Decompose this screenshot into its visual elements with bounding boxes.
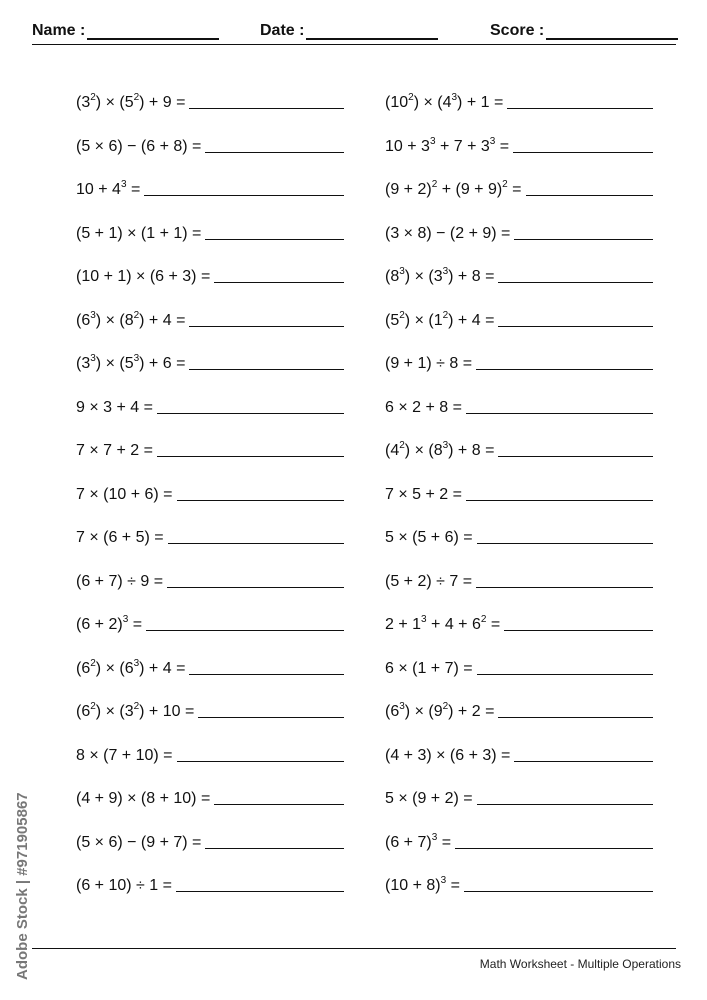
problem-expression: $(6 + 7)^3$ = — [385, 831, 452, 851]
score-label: Score : — [490, 22, 545, 39]
problem-row — [76, 345, 344, 373]
answer-line[interactable] — [498, 716, 653, 718]
problem-row — [385, 519, 653, 547]
answer-line[interactable] — [476, 368, 653, 370]
problem-expression: $(9 + 2)^2 + (9 + 9)^2$ = — [385, 179, 522, 198]
problem-row — [385, 650, 653, 678]
problem-expression: (5 × 6) − (6 + 8) = — [76, 137, 202, 155]
answer-line[interactable] — [513, 151, 653, 153]
answer-line[interactable] — [504, 629, 653, 631]
problem-row — [76, 258, 344, 286]
answer-line[interactable] — [205, 238, 344, 240]
problem-row — [385, 389, 653, 417]
name-field — [32, 22, 219, 40]
score-field — [490, 22, 678, 40]
answer-line[interactable] — [498, 455, 653, 457]
problem-row — [385, 302, 653, 330]
problem-row — [76, 171, 344, 199]
answer-line[interactable] — [498, 325, 653, 327]
answer-line[interactable] — [198, 716, 344, 718]
answer-line[interactable] — [507, 107, 653, 109]
answer-line[interactable] — [477, 673, 653, 675]
answer-line[interactable] — [514, 760, 653, 762]
problem-row — [76, 780, 344, 808]
problem-row — [76, 737, 344, 765]
problem-expression: 6 × (1 + 7) = — [385, 659, 473, 677]
name-line[interactable] — [87, 24, 219, 40]
problem-expression: 7 × (6 + 5) = — [76, 529, 164, 546]
problem-row — [76, 519, 344, 547]
answer-line[interactable] — [144, 194, 344, 196]
problem-expression: $10 + 3^3 + 7 + 3^3$ = — [385, 135, 510, 155]
answer-line[interactable] — [146, 629, 344, 631]
problem-row — [76, 563, 344, 591]
problem-expression: $(6 + 2)^3$ = — [76, 614, 143, 633]
answer-line[interactable] — [526, 194, 653, 196]
answer-line[interactable] — [176, 890, 344, 892]
problem-expression: (4 + 9) × (8 + 10) = — [76, 790, 211, 807]
problem-row — [385, 867, 653, 895]
answer-line[interactable] — [189, 107, 344, 109]
problem-expression: (5 + 1) × (1 + 1) = — [76, 224, 202, 242]
answer-line[interactable] — [464, 890, 653, 892]
problem-expression: $(5^2) \times (1^2) + 4$ = — [385, 309, 495, 329]
answer-line[interactable] — [455, 847, 653, 849]
problem-expression: $2 + 1^3 + 4 + 6^2$ = — [385, 614, 501, 633]
problem-row — [385, 780, 653, 808]
problem-row — [385, 606, 653, 634]
problem-expression: $(6^2) \times (3^2) + 10$ = — [76, 701, 195, 720]
problem-row — [76, 867, 344, 895]
problem-expression: (10 + 1) × (6 + 3) = — [76, 268, 211, 285]
problem-row — [385, 824, 653, 852]
problem-expression: 7 × (10 + 6) = — [76, 485, 173, 503]
answer-line[interactable] — [189, 673, 344, 675]
problem-expression: $(4^2) \times (8^3) + 8$ = — [385, 440, 495, 459]
problem-row — [76, 389, 344, 417]
answer-line[interactable] — [168, 542, 344, 544]
answer-line[interactable] — [214, 281, 344, 283]
problem-expression: 8 × (7 + 10) = — [76, 746, 173, 764]
name-label: Name : — [32, 22, 86, 39]
answer-line[interactable] — [205, 151, 344, 153]
problem-expression: $(6^3) \times (8^2) + 4$ = — [76, 309, 186, 329]
score-line[interactable] — [546, 24, 678, 40]
problem-expression: $10 + 4^3$ = — [76, 179, 141, 198]
problem-row — [385, 84, 653, 112]
answer-line[interactable] — [189, 325, 344, 327]
problem-expression: 7 × 7 + 2 = — [76, 442, 153, 459]
problem-row — [76, 432, 344, 460]
problem-row — [385, 215, 653, 243]
problem-row — [76, 476, 344, 504]
problem-row — [76, 606, 344, 634]
problem-row — [76, 824, 344, 852]
problem-expression: (6 + 10) ÷ 1 = — [76, 877, 172, 894]
stock-id-label: Adobe Stock | #971905867 — [14, 792, 31, 980]
problem-expression: 5 × (5 + 6) = — [385, 529, 473, 546]
problem-expression: $(8^3) \times (3^3) + 8$ = — [385, 266, 495, 285]
problem-row — [76, 693, 344, 721]
problem-row — [385, 432, 653, 460]
problem-expression: $(10^2) \times (4^3) + 1$ = — [385, 92, 504, 111]
answer-line[interactable] — [476, 586, 653, 588]
date-field — [260, 22, 438, 40]
problem-row — [385, 693, 653, 721]
answer-line[interactable] — [477, 803, 653, 805]
answer-line[interactable] — [167, 586, 344, 588]
answer-line[interactable] — [157, 455, 344, 457]
problem-row — [385, 258, 653, 286]
problem-expression: 6 × 2 + 8 = — [385, 398, 462, 416]
worksheet-header — [0, 0, 707, 60]
problem-row — [385, 737, 653, 765]
footer-rule — [32, 948, 676, 949]
answer-line[interactable] — [498, 281, 653, 283]
problem-expression: (9 + 1) ÷ 8 = — [385, 355, 473, 372]
problem-row — [385, 171, 653, 199]
problem-expression: (5 + 2) ÷ 7 = — [385, 572, 473, 590]
header-rule — [32, 44, 676, 45]
problem-expression: $(6^2) \times (6^3) + 4$ = — [76, 657, 186, 677]
answer-line[interactable] — [189, 368, 344, 370]
answer-line[interactable] — [157, 412, 344, 414]
footer-title: Math Worksheet - Multiple Operations — [479, 957, 681, 971]
problem-row — [76, 302, 344, 330]
answer-line[interactable] — [466, 412, 653, 414]
problem-row — [76, 215, 344, 243]
answer-line[interactable] — [514, 238, 653, 240]
date-label: Date : — [260, 22, 305, 39]
answer-line[interactable] — [477, 542, 653, 544]
problem-expression: (5 × 6) − (9 + 7) = — [76, 833, 202, 851]
problem-expression: (6 + 7) ÷ 9 = — [76, 572, 164, 590]
problem-expression: (4 + 3) × (6 + 3) = — [385, 746, 511, 764]
problem-row — [76, 650, 344, 678]
problem-row — [385, 345, 653, 373]
problem-expression: 5 × (9 + 2) = — [385, 790, 473, 807]
answer-line[interactable] — [214, 803, 344, 805]
problem-row — [76, 128, 344, 156]
problem-expression: $(10 + 8)^3$ = — [385, 875, 460, 894]
problem-expression: 7 × 5 + 2 = — [385, 485, 462, 503]
problem-row — [385, 128, 653, 156]
problem-row — [385, 476, 653, 504]
problem-expression: $(3^2) \times (5^2) + 9$ = — [76, 92, 186, 111]
problem-expression: $(6^3) \times (9^2) + 2$ = — [385, 701, 495, 720]
problem-row — [385, 563, 653, 591]
problem-expression: $(3^3) \times (5^3) + 6$ = — [76, 353, 186, 372]
answer-line[interactable] — [466, 499, 653, 501]
date-line[interactable] — [306, 24, 438, 40]
problem-expression: 9 × 3 + 4 = — [76, 398, 153, 416]
answer-line[interactable] — [205, 847, 344, 849]
answer-line[interactable] — [177, 499, 344, 501]
answer-line[interactable] — [177, 760, 344, 762]
problem-expression: (3 × 8) − (2 + 9) = — [385, 224, 511, 242]
problem-row — [76, 84, 344, 112]
